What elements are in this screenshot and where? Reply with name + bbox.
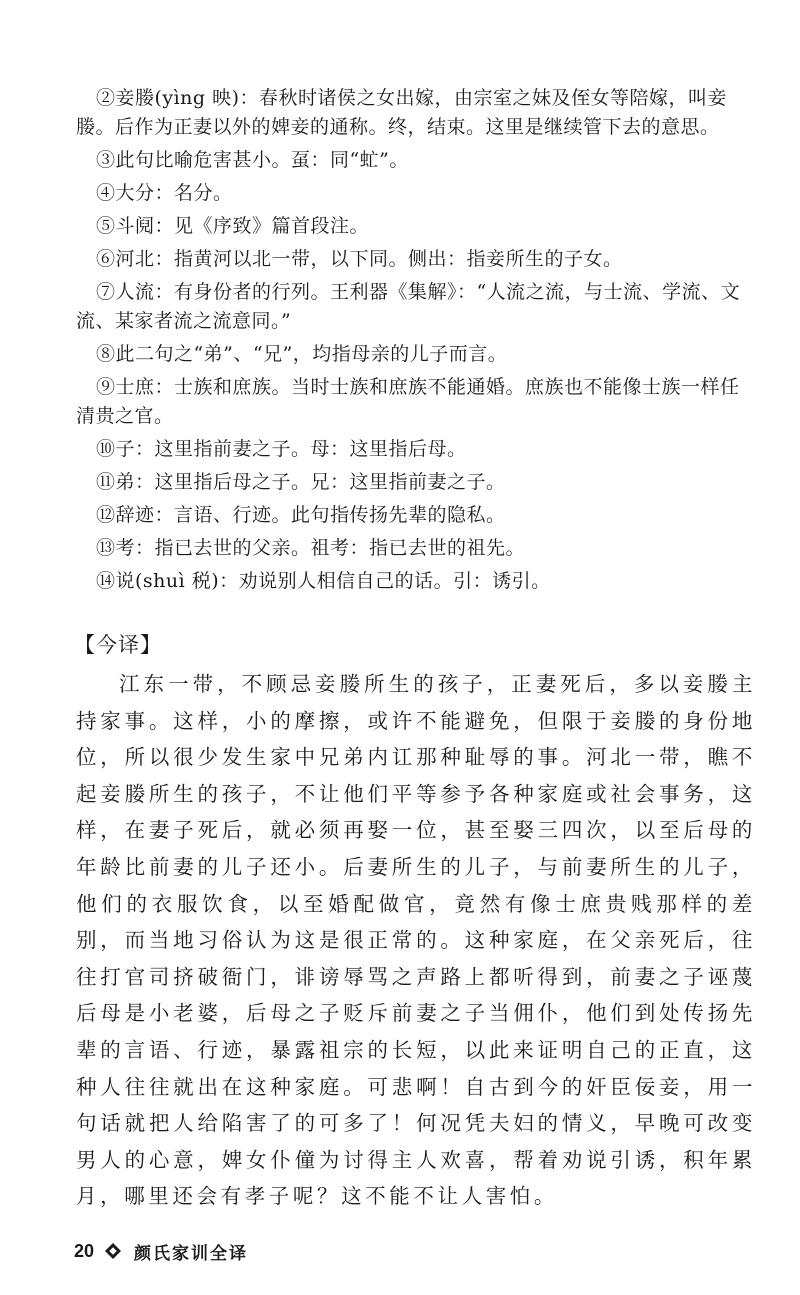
note-12: ⑫辞迹：言语、行迹。此句指传扬先辈的隐私。 xyxy=(95,504,506,526)
diamond-icon xyxy=(104,1242,122,1260)
note-14: ⑭说(shuì 税)：劝说别人相信自己的话。引：诱引。 xyxy=(95,570,551,592)
note-2: ②妾媵(yìng 映)：春秋时诸侯之女出嫁，由宗室之妹及侄女等陪嫁，叫妾媵。后作为正妻以外的婢妾的通称。终，结束。这里是继续管下去的意思。 xyxy=(76,87,728,138)
note-13: ⑬考：指已去世的父亲。祖考：指已去世的祖先。 xyxy=(95,537,525,559)
note-3: ③此句比喻危害甚小。虿：同“虻”。 xyxy=(95,149,409,171)
translation-heading: 【今译】 xyxy=(74,633,162,657)
note-11: ⑪弟：这里指后母之子。兄：这里指前妻之子。 xyxy=(95,471,506,493)
note-5: ⑤斗阋：见《序致》篇首段注。 xyxy=(95,215,369,237)
note-10: ⑩子：这里指前妻之子。母：这里指后母。 xyxy=(95,438,467,460)
page-number: 20 xyxy=(74,1240,95,1261)
page-footer xyxy=(74,1238,248,1264)
note-6: ⑥河北：指黄河以北一带，以下同。侧出：指妾所生的子女。 xyxy=(95,248,623,270)
note-8: ⑧此二句之“弟”、“兄”，均指母亲的儿子而言。 xyxy=(95,343,508,365)
note-9: ⑨士庶：士族和庶族。当时士族和庶族不能通婚。庶族也不能像士族一样任清贵之官。 xyxy=(76,376,740,427)
translation-body: 江东一带，不顾忌妾媵所生的孩子，正妻死后，多以妾媵主持家事。这样，小的摩擦，或许不能避免，但限于妾媵的身份地位，所以很少发生家中兄弟内讧那种耻辱的事。河北一带，瞧不起妾媵所生的孩子，不让他们平等参予各种家庭或社会事务，这样，在妻子死后，就必须再娶一位，甚至娶三四次，以至后母的年龄比前妻的儿子还小。后妻所生的儿子，与前妻所生的儿子，他们的衣服饮食，以至婚配做官，竟然有像士庶贵贱那样的差别，而当地习俗认为这是很正常的。这种家庭，在父亲死后，往往打官司挤破衙门，诽谤辱骂之声路上都听得到，前妻之子诬蔑后母是小老婆，后母之子贬斥前妻之子当佣仆，他们到处传扬先辈的言语、行迹，暴露祖宗的长短，以此来证明自己的正直，这种人往往就出在这种家庭。可悲啊！自古到今的奸臣佞妾，用一句话就把人给陷害了的可多了！何况凭夫妇的情义，早晚可改变男人的心意，婢女仆僮为讨得主人欢喜，帮着劝说引诱，积年累月，哪里还会有孝子呢？这不能不让人害怕。 xyxy=(76,672,756,1209)
book-title: 颜氏家训全译 xyxy=(134,1243,249,1264)
note-7: ⑦人流：有身份者的行列。王利器《集解》：“人流之流，与士流、学流、文流、某家者流之流意同。” xyxy=(76,281,741,332)
note-4: ④大分：名分。 xyxy=(95,182,233,204)
annotation-notes xyxy=(76,84,756,600)
